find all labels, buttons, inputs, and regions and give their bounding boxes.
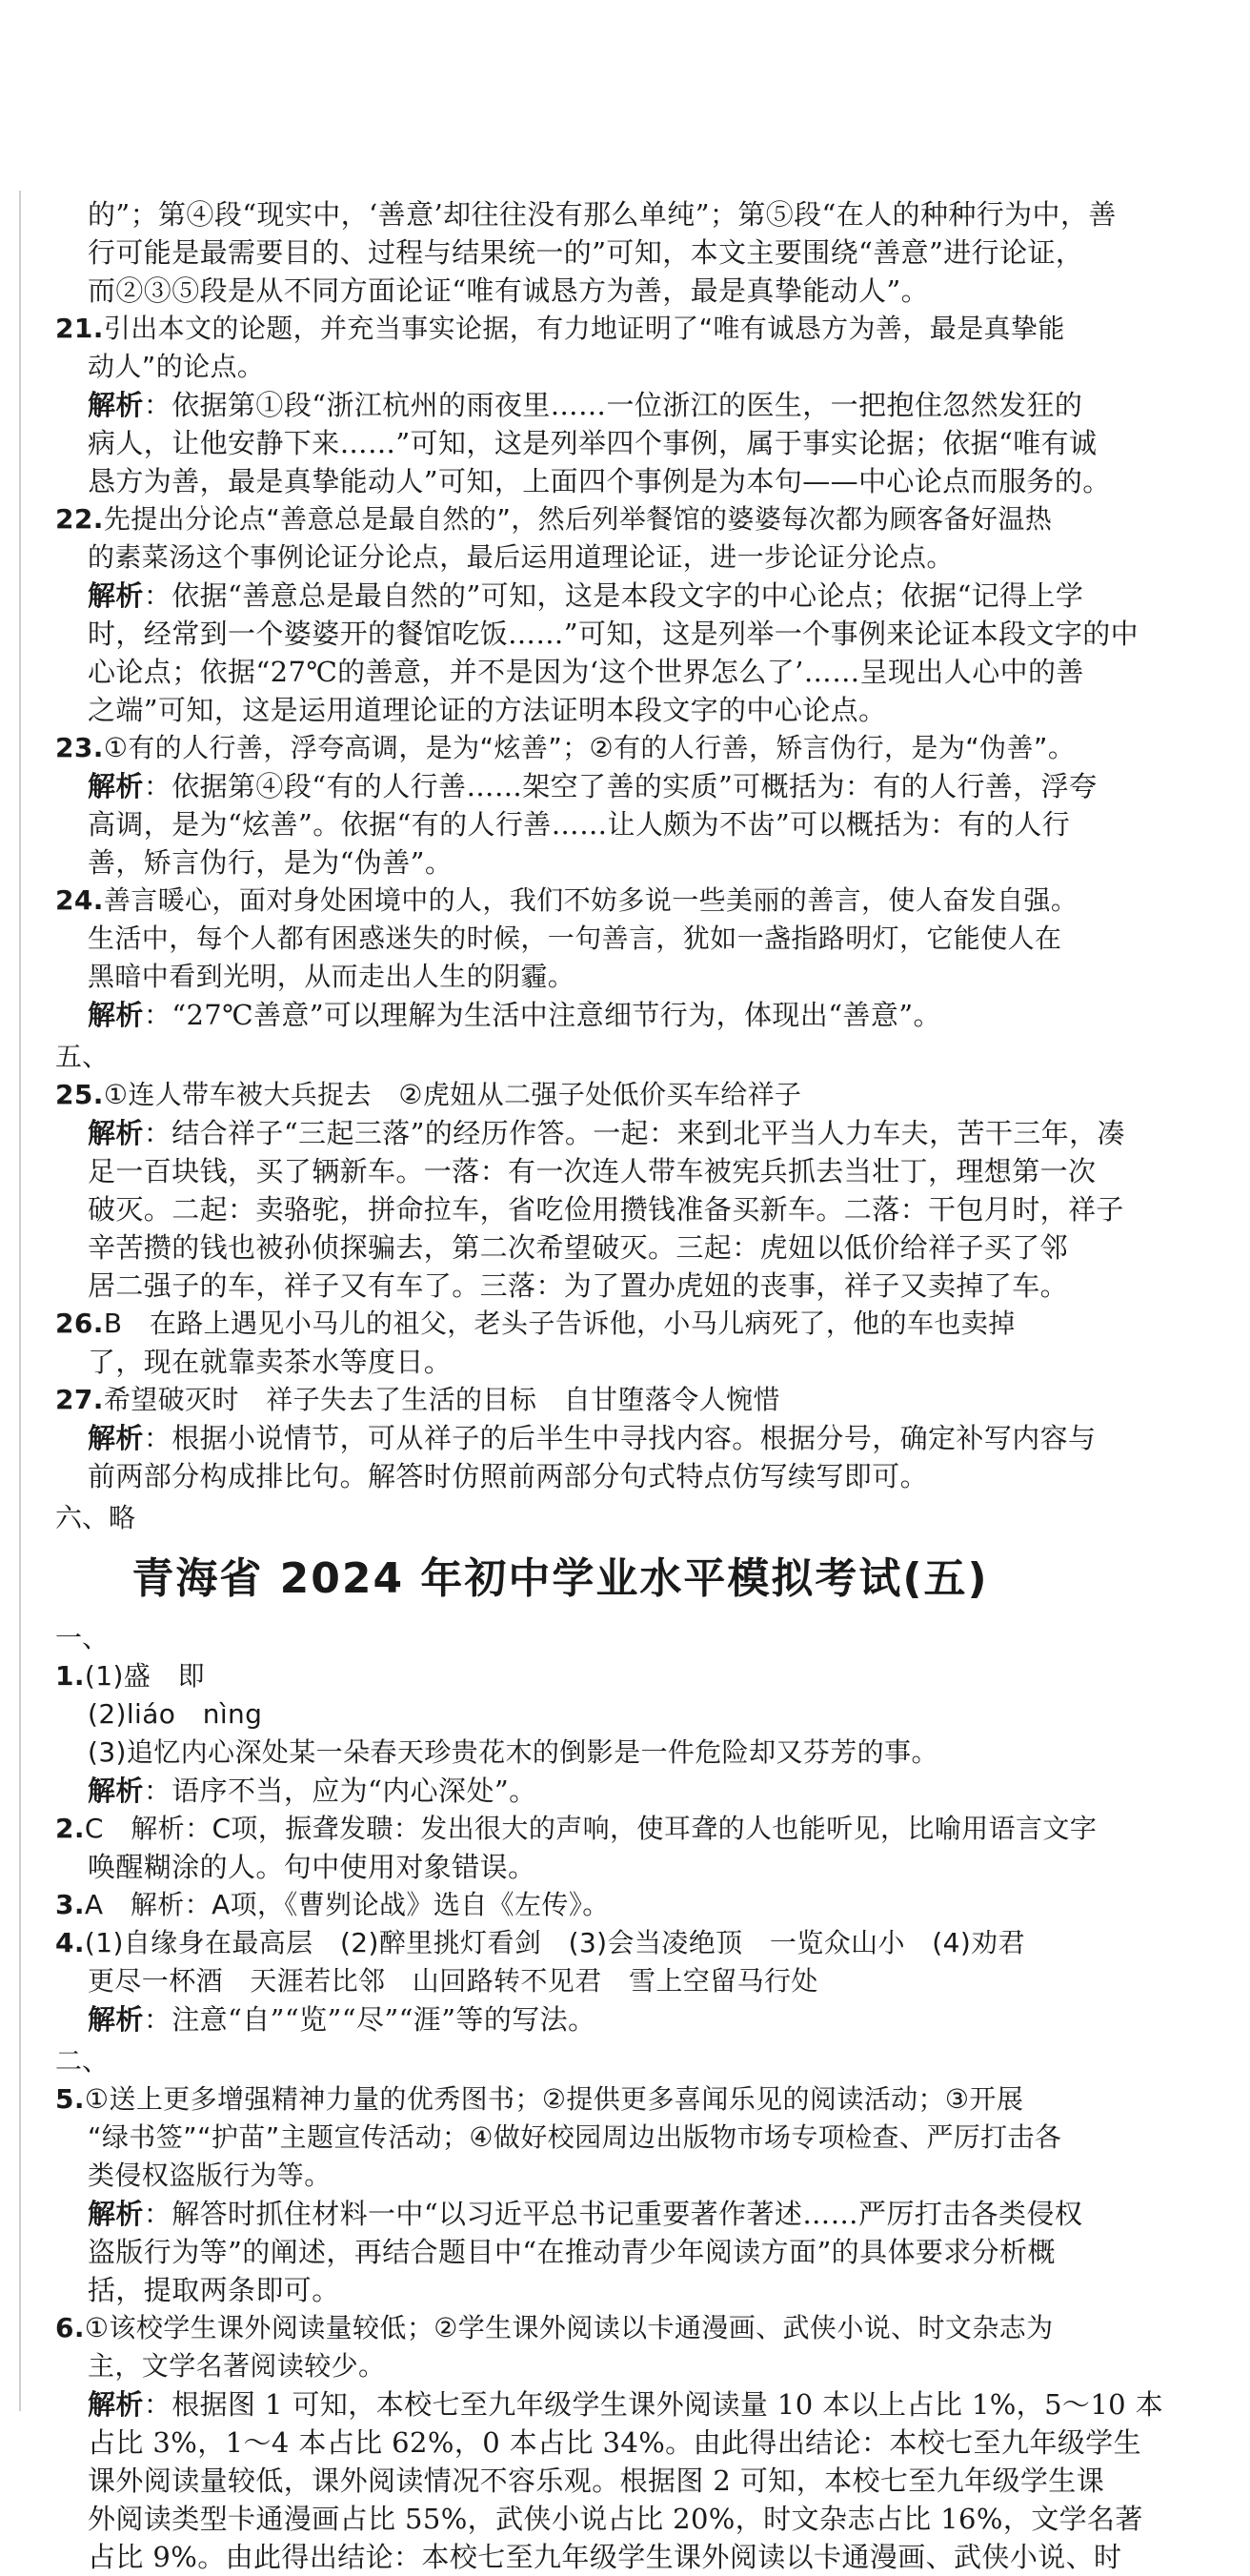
text-line <box>55 691 1065 729</box>
text-line <box>55 2424 1141 2462</box>
line-text: 辛苦攒的钱也被孙侦探骗去，第二次希望破灭。三起：虎妞以低价给祥子买了邻 <box>88 1231 1069 1264</box>
line-text: 动人”的论点。 <box>88 351 265 382</box>
line-text: 黑暗中看到光明，从而走出人生的阴霾。 <box>88 961 575 992</box>
line-text: (1)自缘身在最高层 (2)醉里挑灯看剑 (3)会当凌绝顶 一览众山小 (4)劝君 <box>84 1927 1025 1958</box>
text-line <box>55 462 1111 500</box>
question-number: 4. <box>55 1927 85 1958</box>
analysis-label: 解析 <box>88 579 144 612</box>
text-line <box>55 615 1139 653</box>
text-line <box>55 1734 1065 1772</box>
text-line <box>55 2119 1065 2157</box>
line-text: C 解析：C项，振聋发聩：发出很大的声响，使耳聋的人也能听见，比喻用语言文字 <box>84 1813 1098 1844</box>
text-line <box>55 2462 1105 2500</box>
text-line <box>55 729 1076 767</box>
line-text: 破灭。二起：卖骆驼，拼命拉车，省吃俭用攒钱准备买新车。二落：干包月时，祥子 <box>88 1193 1124 1226</box>
line-text: 希望破灭时 祥子失去了生活的目标 自甘堕落令人惋惜 <box>103 1384 780 1415</box>
text-line <box>55 2080 1065 2119</box>
question-number: 22. <box>55 503 104 535</box>
analysis-label: 解析 <box>88 2388 144 2421</box>
text-line <box>55 233 1084 272</box>
text-line <box>55 310 1065 348</box>
question-number: 21. <box>55 313 104 344</box>
line-text: ：注意“自”“览”“尽”“涯”等的写法。 <box>143 2003 596 2036</box>
line-text: 前两部分构成排比句。解答时仿照前两部分句式特点仿写续写即可。 <box>88 1460 929 1492</box>
line-text: ：“27℃善意”可以理解为生活中注意细节行为，体现出“善意”。 <box>143 999 941 1031</box>
line-text: 善，矫言伪行，是为“伪善”。 <box>88 846 454 879</box>
analysis-label: 解析 <box>88 1422 144 1454</box>
answer-content <box>55 195 1164 2576</box>
text-line <box>55 1305 1065 1343</box>
line-text: (3)追忆内心深处某一朵春天珍贵花木的倒影是一件危险却又芬芳的事。 <box>88 1736 938 1768</box>
text-line <box>55 920 1065 958</box>
line-text: ：依据第④段“有的人行善……架空了善的实质”可概括为：有的人行善，浮夸 <box>143 770 1098 802</box>
question-number: 5. <box>55 2083 85 2115</box>
line-text: 行可能是最需要目的、过程与结果统一的”可知，本文主要围绕“善意”进行论证， <box>88 236 1084 269</box>
line-text: 课外阅读量较低，课外阅读情况不容乐观。根据图 2 可知，本校七至九年级学生课 <box>88 2464 1105 2497</box>
section-heading: 六、略 <box>55 1502 136 1533</box>
text-line <box>55 653 1084 691</box>
line-text: 了，现在就靠卖茶水等度日。 <box>88 1346 453 1378</box>
section-heading: 五、 <box>55 1041 110 1072</box>
line-text: ：根据小说情节，可从祥子的后半生中寻找内容。根据分号，确定补写内容与 <box>143 1422 1097 1454</box>
line-text: 恳方为善，最是真挚能动人”可知，上面四个事例是为本句——中心论点而服务的。 <box>88 465 1111 497</box>
text-line <box>55 2347 1065 2385</box>
line-text: 善言暖心，面对身处困境中的人，我们不妨多说一些美丽的善言，使人奋发自强。 <box>103 884 1079 916</box>
text-line <box>55 2385 1164 2424</box>
analysis-label: 解析 <box>88 2003 144 2036</box>
analysis-label: 解析 <box>88 770 144 802</box>
question-number: 23. <box>55 732 104 763</box>
text-line <box>55 1695 1065 1734</box>
question-number: 25. <box>55 1079 104 1110</box>
question-number: 1. <box>55 1660 85 1692</box>
analysis-label: 解析 <box>88 1117 144 1149</box>
text-line <box>55 1886 1065 1924</box>
text-line <box>55 1228 1069 1267</box>
text-line <box>55 348 1065 386</box>
text-line <box>55 1267 1069 1305</box>
line-text: 的”；第④段“现实中，‘善意’却往往没有那么单纯”；第⑤段“在人的种种行为中，善 <box>88 198 1117 231</box>
text-line <box>55 843 1065 882</box>
line-text: 外阅读类型卡通漫画占比 55%，武侠小说占比 20%，时文杂志占比 16%，文学名著 <box>88 2503 1143 2535</box>
section-heading: 二、 <box>55 2045 110 2077</box>
text-line <box>55 1381 1065 1419</box>
exam-title: 青海省 2024 年初中学业水平模拟考试(五) <box>131 1554 989 1603</box>
text-line <box>55 538 1065 577</box>
text-line <box>55 2271 1065 2309</box>
line-text: ①送上更多增强精神力量的优秀图书；②提供更多喜闻乐见的阅读活动；③开展 <box>84 2083 1024 2115</box>
analysis-label: 解析 <box>88 2198 144 2230</box>
text-line <box>55 2195 1083 2233</box>
margin-rule <box>19 191 21 2411</box>
text-line <box>55 805 1071 843</box>
text-line <box>55 2309 1065 2347</box>
line-text: (1)盛 即 <box>84 1660 205 1692</box>
question-number: 6. <box>55 2312 85 2343</box>
line-text: ：结合祥子“三起三落”的经历作答。一起：来到北平当人力车夫，苦干三年，凑 <box>143 1117 1125 1149</box>
analysis-label: 解析 <box>88 999 144 1031</box>
text-line <box>55 1419 1097 1457</box>
question-number: 2. <box>55 1813 85 1844</box>
section-heading: 一、 <box>55 1622 110 1653</box>
line-text: 更尽一杯酒 天涯若比邻 山回路转不见君 雪上空留马行处 <box>88 1965 818 1997</box>
line-text: 占比 3%，1～4 本占比 62%，0 本占比 34%。由此得出结论：本校七至九年级学生 <box>88 2426 1141 2459</box>
text-line <box>55 1962 1065 2000</box>
text-line <box>55 1343 1065 1381</box>
text-line <box>55 424 1098 462</box>
question-number: 3. <box>55 1889 85 1920</box>
text-line <box>55 1190 1124 1228</box>
line-text: 心论点；依据“27℃的善意，并不是因为‘这个世界怎么了’……呈现出人心中的善 <box>88 656 1084 688</box>
text-line <box>55 1848 1065 1886</box>
line-text: 足一百块钱，买了辆新车。一落：有一次连人带车被宪兵抓去当壮丁，理想第一次 <box>88 1155 1097 1187</box>
text-line <box>55 1657 1065 1695</box>
analysis-label: 解析 <box>88 1775 144 1807</box>
line-text: ①连人带车被大兵捉去 ②虎妞从二强子处低价买车给祥子 <box>103 1079 802 1110</box>
line-text: 先提出分论点“善意总是最自然的”，然后列举餐馆的婆婆每次都为顾客备好温热 <box>103 503 1053 535</box>
text-line <box>55 1772 1065 1810</box>
text-line <box>55 386 1083 424</box>
line-text: ：根据图 1 可知，本校七至九年级学生课外阅读量 10 本以上占比 1%，5～10 本 <box>143 2388 1164 2421</box>
text-line <box>55 2157 1065 2195</box>
line-text: A 解析：A项，《曹刿论战》选自《左传》。 <box>84 1889 610 1920</box>
text-line <box>55 958 1065 996</box>
text-line <box>55 1152 1097 1190</box>
text-line <box>55 1076 1065 1114</box>
line-text: 之端”可知，这是运用道理论证的方法证明本段文字的中心论点。 <box>88 694 887 726</box>
line-text: ①该校学生课外阅读量较低；②学生课外阅读以卡通漫画、武侠小说、时文杂志为 <box>84 2312 1054 2343</box>
line-text: 病人，让他安静下来……”可知，这是列举四个事例，属于事实论据；依据“唯有诚 <box>88 427 1098 459</box>
text-line <box>55 500 1065 538</box>
text-line <box>55 882 1079 920</box>
text-line <box>55 767 1098 805</box>
line-text: “绿书签”“护苗”主题宣传活动；④做好校园周边出版物市场专项检查、严厉打击各 <box>88 2121 1062 2153</box>
text-line <box>55 195 1117 233</box>
line-text: ：解答时抓住材料一中“以习近平总书记重要著作著述……严厉打击各类侵权 <box>143 2198 1083 2230</box>
line-text: 而②③⑤段是从不同方面论证“唯有诚恳方为善，最是真挚能动人”。 <box>88 274 930 307</box>
line-text: ：依据“善意总是最自然的”可知，这是本段文字的中心论点；依据“记得上学 <box>143 579 1084 612</box>
analysis-label: 解析 <box>88 389 144 421</box>
line-text: 时，经常到一个婆婆开的餐馆吃饭……”可知，这是列举一个事例来论证本段文字的中 <box>88 618 1139 650</box>
question-number: 24. <box>55 884 104 916</box>
line-text: 括，提取两条即可。 <box>88 2274 340 2306</box>
text-line <box>55 1924 1065 1962</box>
line-text: 生活中，每个人都有困惑迷失的时候，一句善言，犹如一盏指路明灯，它能使人在 <box>88 923 1062 954</box>
line-text: 的素菜汤这个事例论证分论点，最后运用道理论证，进一步论证分论点。 <box>88 541 954 573</box>
text-line <box>55 2000 1065 2038</box>
question-number: 26. <box>55 1308 104 1339</box>
text-line <box>55 2233 1065 2271</box>
line-text: ①有的人行善，浮夸高调，是为“炫善”；②有的人行善，矫言伪行，是为“伪善”。 <box>103 732 1076 763</box>
text-line <box>55 272 1065 310</box>
line-text: 引出本文的论题，并充当事实论据，有力地证明了“唯有诚恳方为善，最是真挚能 <box>103 313 1065 344</box>
question-number: 27. <box>55 1384 104 1415</box>
text-line <box>55 996 1065 1034</box>
line-text: ：语序不当，应为“内心深处”。 <box>143 1775 537 1807</box>
text-line <box>55 2538 1122 2576</box>
line-text: 唤醒糊涂的人。句中使用对象错误。 <box>88 1851 536 1883</box>
line-text: 高调，是为“炫善”。依据“有的人行善……让人颇为不齿”可以概括为：有的人行 <box>88 808 1071 841</box>
text-line <box>55 2500 1143 2538</box>
text-line <box>55 1810 1098 1848</box>
text-line <box>55 1457 1065 1495</box>
text-line <box>55 577 1084 615</box>
line-text: 类侵权盗版行为等。 <box>88 2160 332 2191</box>
line-text: ：依据第①段“浙江杭州的雨夜里……一位浙江的医生，一把抱住忽然发狂的 <box>143 389 1083 421</box>
line-text: 占比 9%。由此得出结论：本校七至九年级学生课外阅读以卡通漫画、武侠小说、时 <box>88 2541 1122 2573</box>
line-text: 主，文学名著阅读较少。 <box>88 2350 386 2382</box>
line-text: 居二强子的车，祥子又有车了。三落：为了置办虎妞的丧事，祥子又卖掉了车。 <box>88 1269 1069 1302</box>
line-text: (2)liáo nìng <box>88 1698 263 1730</box>
line-text: 盗版行为等”的阐述，再结合题目中“在推动青少年阅读方面”的具体要求分析概 <box>88 2236 1056 2268</box>
text-line <box>55 1114 1125 1152</box>
line-text: B 在路上遇见小马儿的祖父，老头子告诉他，小马儿病死了，他的车也卖掉 <box>103 1308 1016 1339</box>
